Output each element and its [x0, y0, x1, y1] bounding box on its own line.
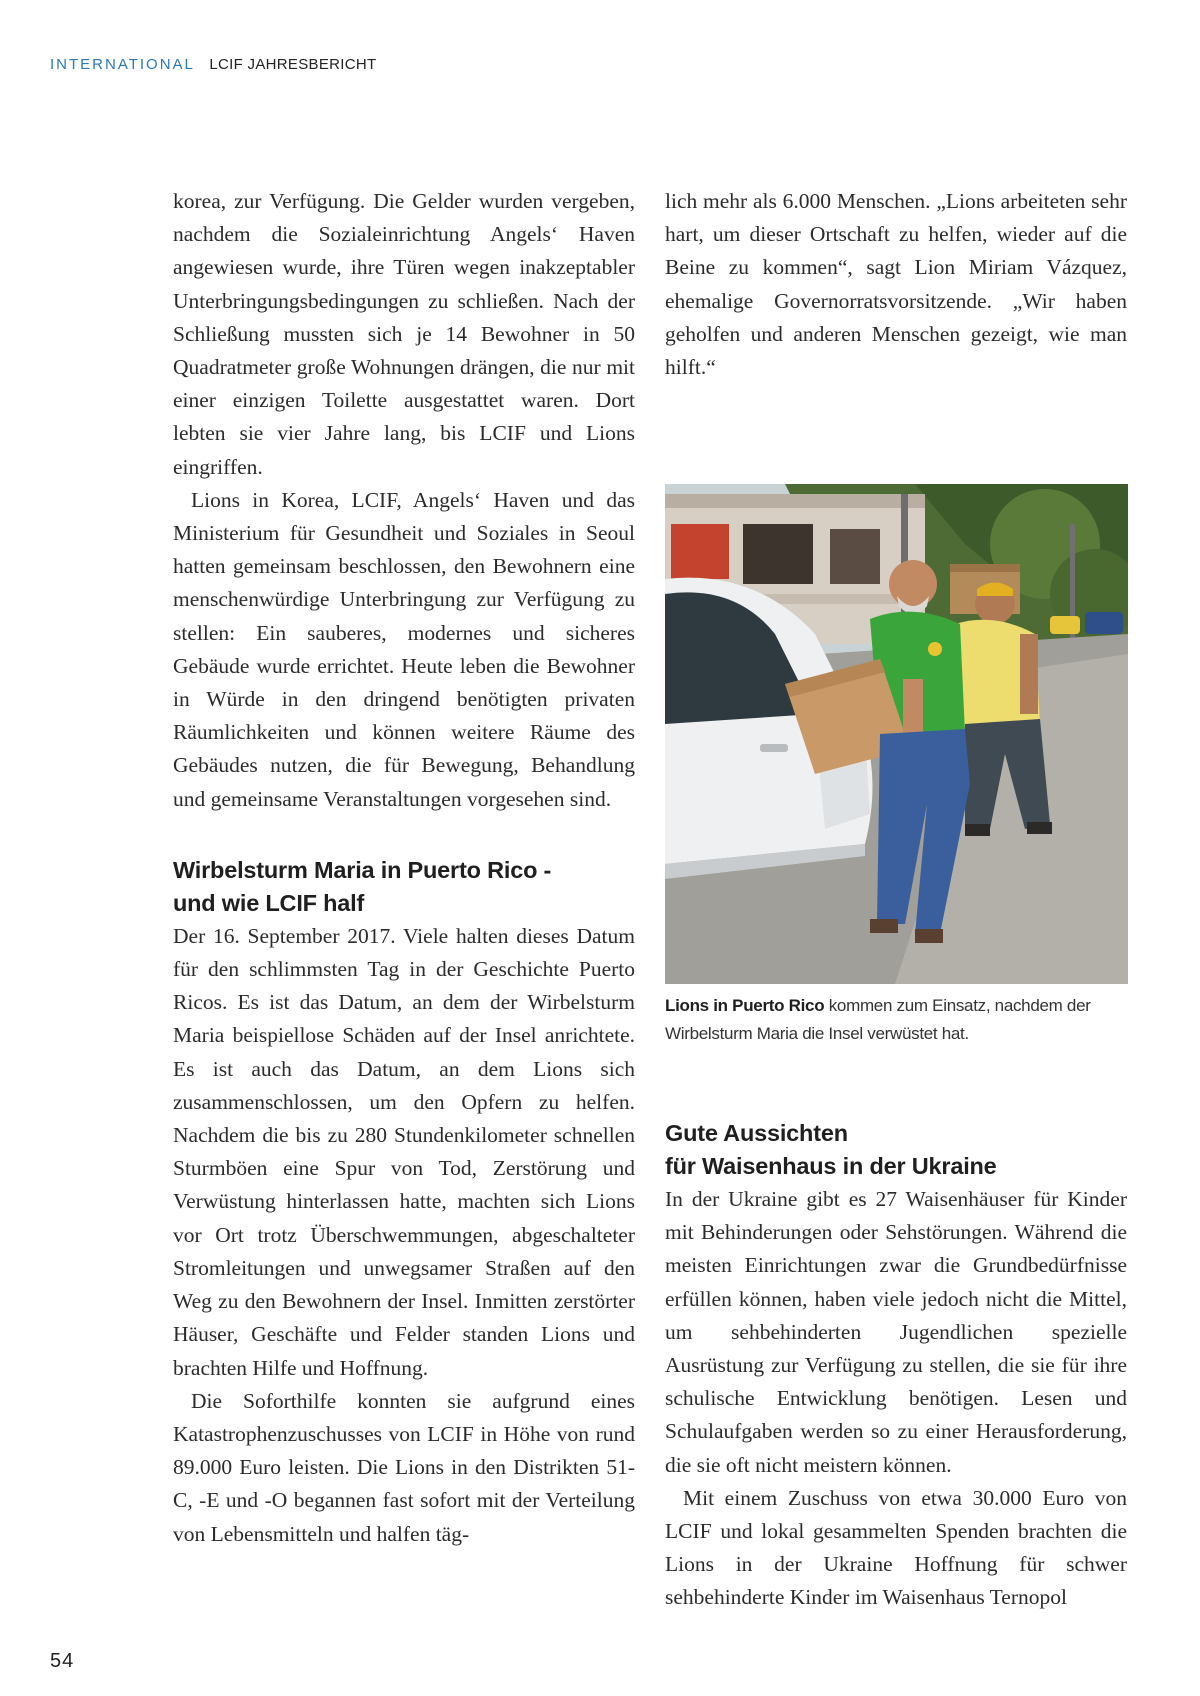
- right-paragraph-1: lich mehr als 6.000 Menschen. „Lions arbeiteten sehr hart, um dieser Ortschaft zu helfen, wieder auf die Beine zu kommen“, sagt Lion Miriam Vázquez, ehemalige Governorratsvorsitzende. „Wir haben geholfen und anderen Menschen gezeigt, wie man hilft.“: [665, 189, 1127, 380]
- section-heading-ukraine: [665, 1117, 1127, 1183]
- caption-text: kommen zum Einsatz, nachdem der Wirbelsturm Maria die Insel verwüstet hat.: [665, 996, 1091, 1043]
- section-heading-puerto-rico: [173, 854, 635, 920]
- heading-line: und wie LCIF half: [173, 889, 365, 916]
- heading-line: Gute Aussichten: [665, 1120, 848, 1146]
- right-column-bottom: [665, 1117, 1127, 1615]
- caption-lead: Lions in Puerto Rico: [665, 996, 825, 1015]
- left-paragraph-3: Der 16. September 2017. Viele halten dieses Datum für den schlimmsten Tag in der Geschichte Puerto Ricos. Es ist das Datum, an dem der Wirbelsturm Maria beispiellose Schäden auf der Insel anrichtete. Es ist auch das Datum, an dem Lions sich zusammenschlossen, um den Opfern zu helfen. Nachdem die bis zu 280 Stundenkilometer schnellen Sturmböen eine Spur von Tod, Zerstörung und Verwüstung hinterlassen hatte, machten sich Lions vor Ort trotz Überschwemmungen, abgeschalteter Stromleitungen und unwegsamer Straßen auf den Weg zu den Bewohnern der Insel. Inmitten zerstörter Häuser, Geschäfte und Felder standen Lions und brachten Hilfe und Hoffnung.: [173, 923, 635, 1380]
- left-paragraph-2: Lions in Korea, LCIF, Angels‘ Haven und das Ministerium für Gesundheit und Soziales in Seoul hatten gemeinsam beschlossen, den Bewohnern eine menschenwürdige Unterbringung zur Verfügung zu stellen: Ein sauberes, modernes und sicheres Gebäude wurde errichtet. Heute leben die Bewohner in Würde in den dringend benötigten privaten Räumlichkeiten und können weitere Räume des Gebäudes nutzen, die für Bewegung, Behandlung und gemeinsame Veranstaltungen vorgesehen sind.: [173, 487, 635, 811]
- page-number: 54: [50, 1650, 75, 1672]
- heading-line: Wirbelsturm Maria in Puerto Rico -: [173, 856, 552, 883]
- left-column: [173, 185, 635, 1551]
- heading-line: für Waisenhaus in der Ukraine: [665, 1153, 997, 1179]
- right-paragraph-3: Mit einem Zuschuss von etwa 30.000 Euro von LCIF und lokal gesammelten Spenden brachten die Lions in der Ukraine Hoffnung für schwer sehbehinderte Kinder im Waisenhaus Ternopol: [665, 1485, 1127, 1610]
- right-column-top: [665, 185, 1127, 384]
- left-paragraph-1: korea, zur Verfügung. Die Gelder wurden vergeben, nachdem die Sozialeinrichtung Angels‘ Haven angewiesen wurde, ihre Türen wegen inakzeptabler Unterbringungsbedingungen zu schließen. Nach der Schließung mussten sich je 14 Bewohner in 50 Quadratmeter große Wohnungen drängen, die nur mit einer einzigen Toilette ausgestattet waren. Dort lebten sie vier Jahre lang, bis LCIF und Lions eingriffen.: [173, 189, 635, 479]
- running-head: [50, 56, 376, 73]
- photo-caption: [665, 992, 1127, 1048]
- photo-lions-puerto-rico: [665, 484, 1128, 984]
- right-paragraph-2: In der Ukraine gibt es 27 Waisenhäuser für Kinder mit Behinderungen oder Sehstörungen. Während die meisten Einrichtungen zwar die Grundbedürfnisse erfüllen können, haben viele jedoch nicht die Mittel, um sehbehinderten Jugendlichen spezielle Ausrüstung zur Verfügung zu stellen, die sie für ihre schulische Entwicklung benötigen. Lesen und Schulaufgaben werden so zu einer Herausforderung, die sie oft nicht meistern können.: [665, 1187, 1127, 1477]
- photo-illustration: [665, 484, 1128, 984]
- publication-title: LCIF JAHRESBERICHT: [209, 56, 377, 73]
- section-label: INTERNATIONAL: [50, 56, 195, 73]
- left-paragraph-4: Die Soforthilfe konnten sie aufgrund eines Katastrophenzuschusses von LCIF in Höhe von rund 89.000 Euro leisten. Die Lions in den Distrikten 51-C, -E und -O begannen fast sofort mit der Verteilung von Lebensmitteln und halfen täg-: [173, 1388, 635, 1546]
